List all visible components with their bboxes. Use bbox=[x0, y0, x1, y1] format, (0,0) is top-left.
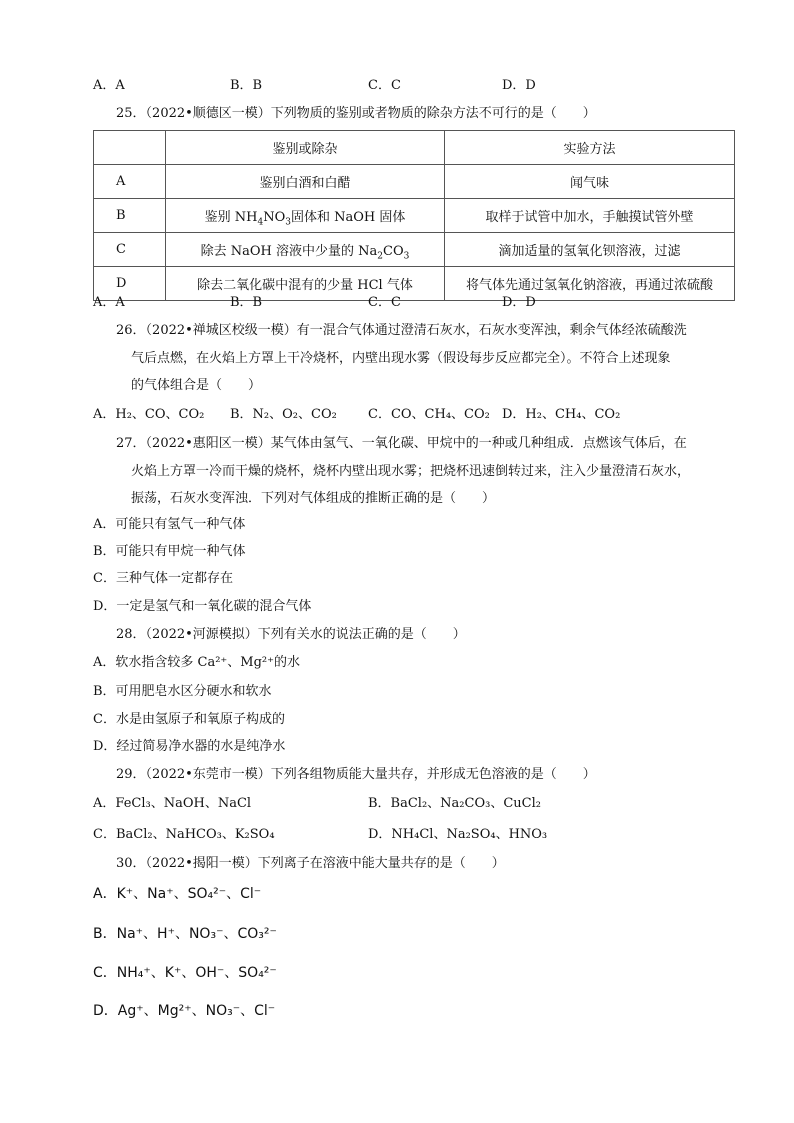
q24-option-a[interactable]: A．A bbox=[93, 78, 125, 93]
table-header-cell bbox=[94, 131, 166, 165]
q24-option-b[interactable]: B．B bbox=[230, 78, 263, 93]
q29-stem: 29．（2022•东莞市一模）下列各组物质能大量共存，并形成无色溶液的是（ ） bbox=[116, 767, 596, 782]
table-header-row bbox=[94, 131, 735, 165]
q28-option-d[interactable]: D．经过简易净水器的水是纯净水 bbox=[93, 739, 286, 754]
q25-option-a[interactable]: A．A bbox=[93, 295, 125, 310]
q26-stem-line-1: 26．（2022•禅城区校级一模）有一混合气体通过澄清石灰水，石灰水变浑浊，剩余气体经浓硫酸洗 bbox=[116, 323, 687, 338]
q29-option-a[interactable]: A．FeCl₃、NaOH、NaCl bbox=[93, 796, 252, 811]
table-row bbox=[94, 267, 735, 301]
q26-option-a[interactable]: A．H₂、CO、CO₂ bbox=[93, 407, 205, 422]
row-method: 闻气味 bbox=[445, 165, 735, 199]
q30-option-a[interactable]: A．K⁺、Na⁺、SO₄²⁻、Cl⁻ bbox=[93, 886, 262, 902]
q27-option-a[interactable]: A．可能只有氢气一种气体 bbox=[93, 517, 246, 532]
q25-option-c[interactable]: C．C bbox=[368, 295, 401, 310]
q30-option-c[interactable]: C．NH₄⁺、K⁺、OH⁻、SO₄²⁻ bbox=[93, 965, 277, 981]
q27-stem-line-2: 火焰上方罩一冷而干燥的烧杯，烧杯内壁出现水雾；把烧杯迅速倒转过来，注入少量澄清石灰水， bbox=[131, 464, 691, 479]
q28-option-b[interactable]: B．可用肥皂水区分硬水和软水 bbox=[93, 684, 272, 699]
table-row bbox=[94, 165, 735, 199]
q27-option-c[interactable]: C．三种气体一定都存在 bbox=[93, 571, 233, 586]
row-label: B bbox=[94, 199, 166, 233]
row-item: 除去 NaOH 溶液中少量的 $Na_2CO_3$ bbox=[166, 233, 445, 267]
q25-stem: 25．（2022•顺德区一模）下列物质的鉴别或者物质的除杂方法不可行的是（ ） bbox=[116, 106, 596, 121]
table-row bbox=[94, 199, 735, 233]
q29-option-d[interactable]: D．NH₄Cl、Na₂SO₄、HNO₃ bbox=[368, 827, 548, 842]
q24-option-c[interactable]: C．C bbox=[368, 78, 401, 93]
table-header-cell: 鉴别或除杂 bbox=[166, 131, 445, 165]
table-header-cell: 实验方法 bbox=[445, 131, 735, 165]
q27-stem-line-3: 振荡，石灰水变浑浊．下列对气体组成的推断正确的是（ ） bbox=[131, 491, 496, 506]
row-method: 将气体先通过氢氧化钠溶液，再通过浓硫酸 bbox=[445, 267, 735, 301]
q30-option-b[interactable]: B．Na⁺、H⁺、NO₃⁻、CO₃²⁻ bbox=[93, 926, 277, 942]
q28-stem: 28．（2022•河源模拟）下列有关水的说法正确的是（ ） bbox=[116, 627, 466, 642]
table-row bbox=[94, 233, 735, 267]
q26-option-d[interactable]: D．H₂、CH₄、CO₂ bbox=[502, 407, 621, 422]
q27-option-b[interactable]: B．可能只有甲烷一种气体 bbox=[93, 544, 246, 559]
q26-stem-line-2: 气后点燃，在火焰上方罩上干冷烧杯，内壁出现水雾（假设每步反应都完全）。不符合上述现象 bbox=[131, 351, 671, 366]
row-label: C bbox=[94, 233, 166, 267]
q26-option-c[interactable]: C．CO、CH₄、CO₂ bbox=[368, 407, 490, 422]
row-item: 鉴别白酒和白醋 bbox=[166, 165, 445, 199]
q25-option-d[interactable]: D．D bbox=[502, 295, 536, 310]
row-method: 滴加适量的氢氧化钡溶液，过滤 bbox=[445, 233, 735, 267]
row-label: D bbox=[94, 267, 166, 301]
row-item: 除去二氧化碳中混有的少量 HCl 气体 bbox=[166, 267, 445, 301]
q26-stem-line-3: 的气体组合是（ ） bbox=[131, 378, 262, 393]
q29-option-c[interactable]: C．BaCl₂、NaHCO₃、K₂SO₄ bbox=[93, 827, 275, 842]
row-method: 取样于试管中加水，手触摸试管外壁 bbox=[445, 199, 735, 233]
q25-option-b[interactable]: B．B bbox=[230, 295, 263, 310]
q27-stem-line-1: 27．（2022•惠阳区一模）某气体由氢气、一氧化碳、甲烷中的一种或几种组成．点燃该气体后，在 bbox=[116, 436, 687, 451]
row-item: 鉴别 $NH_4NO_3$固体和 NaOH 固体 bbox=[166, 199, 445, 233]
q30-option-d[interactable]: D．Ag⁺、Mg²⁺、NO₃⁻、Cl⁻ bbox=[93, 1003, 276, 1019]
q30-stem: 30．（2022•揭阳一模）下列离子在溶液中能大量共存的是（ ） bbox=[116, 856, 505, 871]
row-label: A bbox=[94, 165, 166, 199]
q28-option-c[interactable]: C．水是由氢原子和氧原子构成的 bbox=[93, 712, 285, 727]
q25-table bbox=[93, 130, 735, 301]
q28-option-a[interactable]: A．软水指含较多 Ca²⁺、Mg²⁺的水 bbox=[93, 655, 300, 670]
q29-option-b[interactable]: B．BaCl₂、Na₂CO₃、CuCl₂ bbox=[368, 796, 541, 811]
q27-option-d[interactable]: D．一定是氢气和一氧化碳的混合气体 bbox=[93, 599, 312, 614]
q24-option-d[interactable]: D．D bbox=[502, 78, 536, 93]
q26-option-b[interactable]: B．N₂、O₂、CO₂ bbox=[230, 407, 337, 422]
